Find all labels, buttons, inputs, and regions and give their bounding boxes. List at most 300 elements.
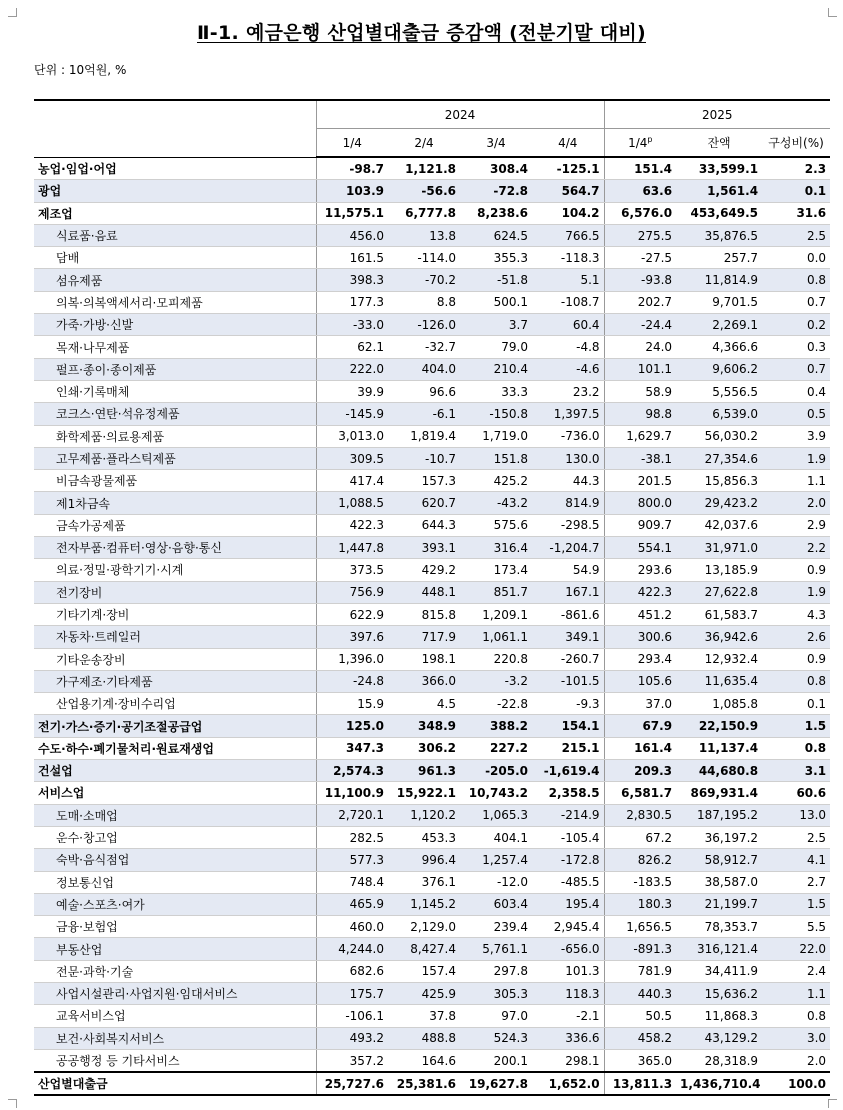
- industry-name: 서비스업: [34, 782, 316, 804]
- value-2024-q3: -3.2: [460, 670, 532, 692]
- value-2024-q4: -656.0: [532, 938, 604, 960]
- value-2025-q1: -38.1: [604, 447, 676, 469]
- value-2025-q1: 209.3: [604, 760, 676, 782]
- value-2024-q1: 125.0: [316, 715, 388, 737]
- value-balance: 257.7: [676, 247, 762, 269]
- table-row: [34, 180, 830, 202]
- value-2024-q4: -1,204.7: [532, 537, 604, 559]
- table-row: [34, 291, 830, 313]
- table-row: [34, 804, 830, 826]
- industry-name: 인쇄·기록매체: [34, 380, 316, 402]
- value-2024-q4: 60.4: [532, 314, 604, 336]
- value-2024-q1: 62.1: [316, 336, 388, 358]
- industry-name: 숙박·음식점업: [34, 849, 316, 871]
- value-share: 0.8: [762, 670, 830, 692]
- value-2024-q4: -172.8: [532, 849, 604, 871]
- value-2024-q3: 8,238.6: [460, 202, 532, 224]
- value-share: 2.7: [762, 871, 830, 893]
- industry-name: 기타운송장비: [34, 648, 316, 670]
- value-2024-q3: 1,719.0: [460, 425, 532, 447]
- value-2024-q2: 8,427.4: [388, 938, 460, 960]
- col-share: 구성비(%): [762, 129, 830, 158]
- value-2024-q1: 373.5: [316, 559, 388, 581]
- value-2024-q2: 157.4: [388, 960, 460, 982]
- value-share: 3.1: [762, 760, 830, 782]
- value-2024-q4: 154.1: [532, 715, 604, 737]
- value-2024-q3: -22.8: [460, 693, 532, 715]
- col-2025-q1: [604, 129, 676, 158]
- industry-name: 정보통신업: [34, 871, 316, 893]
- value-2024-q3: 316.4: [460, 537, 532, 559]
- value-balance: 453,649.5: [676, 202, 762, 224]
- value-2024-q3: 524.3: [460, 1027, 532, 1049]
- value-2024-q1: 422.3: [316, 514, 388, 536]
- industry-name: 비금속광물제품: [34, 470, 316, 492]
- value-balance: 31,971.0: [676, 537, 762, 559]
- value-2024-q4: -101.5: [532, 670, 604, 692]
- value-share: 2.0: [762, 1049, 830, 1072]
- value-2025-q1: 458.2: [604, 1027, 676, 1049]
- value-balance: 42,037.6: [676, 514, 762, 536]
- value-2024-q3: 200.1: [460, 1049, 532, 1072]
- value-2025-q1: 275.5: [604, 224, 676, 246]
- value-2024-q2: 1,120.2: [388, 804, 460, 826]
- value-2024-q1: 15.9: [316, 693, 388, 715]
- industry-name: 담배: [34, 247, 316, 269]
- value-2024-q1: 222.0: [316, 358, 388, 380]
- industry-name: 전기·가스·증기·공기조절공급업: [34, 715, 316, 737]
- value-2024-q3: 5,761.1: [460, 938, 532, 960]
- value-balance: 12,932.4: [676, 648, 762, 670]
- value-2024-q1: 465.9: [316, 893, 388, 915]
- industry-name: 농업·임업·어업: [34, 157, 316, 180]
- value-share: 13.0: [762, 804, 830, 826]
- value-2024-q1: 682.6: [316, 960, 388, 982]
- industry-name: 펄프·종이·종이제품: [34, 358, 316, 380]
- value-2024-q3: 297.8: [460, 960, 532, 982]
- value-share: 4.3: [762, 603, 830, 625]
- table-row: [34, 447, 830, 469]
- industry-name: 의복·의복액세서리·모피제품: [34, 291, 316, 313]
- value-2024-q3: 575.6: [460, 514, 532, 536]
- table-row: [34, 715, 830, 737]
- value-2024-q2: -32.7: [388, 336, 460, 358]
- value-balance: 15,856.3: [676, 470, 762, 492]
- value-2025-q1: 909.7: [604, 514, 676, 536]
- value-2024-q3: 19,627.8: [460, 1072, 532, 1095]
- table-row: [34, 648, 830, 670]
- table-body: [34, 157, 830, 1095]
- value-2024-q4: 118.3: [532, 982, 604, 1004]
- value-2024-q4: -260.7: [532, 648, 604, 670]
- col-2024-q2: 2/4: [388, 129, 460, 158]
- value-2024-q2: 2,129.0: [388, 916, 460, 938]
- value-balance: 61,583.7: [676, 603, 762, 625]
- value-2025-q1: 105.6: [604, 670, 676, 692]
- value-share: 0.2: [762, 314, 830, 336]
- value-2024-q4: -108.7: [532, 291, 604, 313]
- value-2025-q1: -891.3: [604, 938, 676, 960]
- header-year-2025: 2025: [604, 100, 830, 129]
- table-row: [34, 247, 830, 269]
- value-2025-q1: 63.6: [604, 180, 676, 202]
- table-row: [34, 916, 830, 938]
- value-2025-q1: 13,811.3: [604, 1072, 676, 1095]
- value-share: 0.7: [762, 291, 830, 313]
- industry-name: 자동차·트레일러: [34, 626, 316, 648]
- value-2024-q1: 309.5: [316, 447, 388, 469]
- value-2024-q2: 8.8: [388, 291, 460, 313]
- page-corner-mark: [828, 8, 837, 17]
- col-2024-q3: 3/4: [460, 129, 532, 158]
- industry-name: 건설업: [34, 760, 316, 782]
- value-2024-q3: 33.3: [460, 380, 532, 402]
- value-2025-q1: 554.1: [604, 537, 676, 559]
- value-balance: 35,876.5: [676, 224, 762, 246]
- value-2024-q3: -12.0: [460, 871, 532, 893]
- value-2024-q3: 239.4: [460, 916, 532, 938]
- value-2024-q3: 151.8: [460, 447, 532, 469]
- value-2024-q1: 577.3: [316, 849, 388, 871]
- value-balance: 36,942.6: [676, 626, 762, 648]
- table-row: [34, 893, 830, 915]
- value-2024-q3: 388.2: [460, 715, 532, 737]
- value-balance: 11,814.9: [676, 269, 762, 291]
- header-year-2024: 2024: [316, 100, 604, 129]
- value-2024-q2: 157.3: [388, 470, 460, 492]
- value-balance: 13,185.9: [676, 559, 762, 581]
- value-2024-q3: 355.3: [460, 247, 532, 269]
- title-text: Ⅱ-1. 예금은행 산업별대출금 증감액 (전분기말 대비): [196, 22, 646, 44]
- table-row: [34, 982, 830, 1004]
- table-row: [34, 626, 830, 648]
- value-2024-q4: -118.3: [532, 247, 604, 269]
- value-balance: 869,931.4: [676, 782, 762, 804]
- table-row: [34, 760, 830, 782]
- table-row: [34, 559, 830, 581]
- industry-name: 전문·과학·기술: [34, 960, 316, 982]
- value-share: 0.4: [762, 380, 830, 402]
- value-2024-q3: 305.3: [460, 982, 532, 1004]
- table-row: [34, 782, 830, 804]
- page-corner-mark: [8, 1099, 17, 1108]
- value-2024-q2: -10.7: [388, 447, 460, 469]
- value-balance: 56,030.2: [676, 425, 762, 447]
- value-2024-q1: 347.3: [316, 737, 388, 759]
- value-2025-q1: 422.3: [604, 581, 676, 603]
- value-share: 1.1: [762, 982, 830, 1004]
- industry-name: 사업시설관리·사업지원·임대서비스: [34, 982, 316, 1004]
- value-2024-q2: 96.6: [388, 380, 460, 402]
- value-balance: 4,366.6: [676, 336, 762, 358]
- value-balance: 316,121.4: [676, 938, 762, 960]
- value-2024-q2: 620.7: [388, 492, 460, 514]
- value-2025-q1: 1,629.7: [604, 425, 676, 447]
- value-2025-q1: 202.7: [604, 291, 676, 313]
- value-2024-q1: -106.1: [316, 1005, 388, 1027]
- industry-name: 제1차금속: [34, 492, 316, 514]
- value-2024-q3: 425.2: [460, 470, 532, 492]
- loan-table: [34, 99, 830, 1096]
- value-2025-q1: 293.6: [604, 559, 676, 581]
- value-share: 5.5: [762, 916, 830, 938]
- page-corner-mark: [828, 1099, 837, 1108]
- value-2024-q4: -1,619.4: [532, 760, 604, 782]
- value-2024-q2: 6,777.8: [388, 202, 460, 224]
- value-balance: 11,635.4: [676, 670, 762, 692]
- value-2024-q1: 3,013.0: [316, 425, 388, 447]
- value-balance: 36,197.2: [676, 826, 762, 848]
- value-share: 2.2: [762, 537, 830, 559]
- table-row: [34, 1005, 830, 1027]
- value-2024-q4: 298.1: [532, 1049, 604, 1072]
- value-2024-q2: 644.3: [388, 514, 460, 536]
- page-title: [0, 18, 843, 45]
- value-2024-q2: -70.2: [388, 269, 460, 291]
- value-2024-q2: 13.8: [388, 224, 460, 246]
- table-row: [34, 403, 830, 425]
- value-2024-q2: 25,381.6: [388, 1072, 460, 1095]
- value-2024-q1: 756.9: [316, 581, 388, 603]
- value-2024-q4: -214.9: [532, 804, 604, 826]
- value-2024-q4: 1,397.5: [532, 403, 604, 425]
- value-balance: 38,587.0: [676, 871, 762, 893]
- value-share: 0.1: [762, 180, 830, 202]
- table-row: [34, 514, 830, 536]
- value-share: 2.9: [762, 514, 830, 536]
- value-2024-q3: -205.0: [460, 760, 532, 782]
- value-balance: 28,318.9: [676, 1049, 762, 1072]
- industry-name: 제조업: [34, 202, 316, 224]
- value-2024-q4: -861.6: [532, 603, 604, 625]
- value-balance: 27,354.6: [676, 447, 762, 469]
- table-row: [34, 1027, 830, 1049]
- value-2025-q1: 180.3: [604, 893, 676, 915]
- value-2024-q3: 79.0: [460, 336, 532, 358]
- value-2024-q3: -72.8: [460, 180, 532, 202]
- value-2024-q2: 37.8: [388, 1005, 460, 1027]
- table-row: [34, 960, 830, 982]
- value-share: 0.0: [762, 247, 830, 269]
- value-2025-q1: 58.9: [604, 380, 676, 402]
- industry-name: 광업: [34, 180, 316, 202]
- industry-name: 금융·보험업: [34, 916, 316, 938]
- value-2025-q1: 201.5: [604, 470, 676, 492]
- value-share: 0.9: [762, 559, 830, 581]
- value-2024-q1: -145.9: [316, 403, 388, 425]
- industry-name: 금속가공제품: [34, 514, 316, 536]
- value-2024-q3: 624.5: [460, 224, 532, 246]
- value-balance: 9,701.5: [676, 291, 762, 313]
- value-2024-q1: 493.2: [316, 1027, 388, 1049]
- value-share: 2.5: [762, 224, 830, 246]
- value-2024-q4: -4.6: [532, 358, 604, 380]
- value-2024-q4: -4.8: [532, 336, 604, 358]
- industry-name: 가죽·가방·신발: [34, 314, 316, 336]
- value-2024-q3: 1,061.1: [460, 626, 532, 648]
- value-2025-q1: 300.6: [604, 626, 676, 648]
- table-row: [34, 581, 830, 603]
- value-2024-q4: 1,652.0: [532, 1072, 604, 1095]
- industry-name: 예술·스포츠·여가: [34, 893, 316, 915]
- value-2024-q1: 11,100.9: [316, 782, 388, 804]
- value-2024-q2: 717.9: [388, 626, 460, 648]
- value-2024-q1: 397.6: [316, 626, 388, 648]
- value-share: 100.0: [762, 1072, 830, 1095]
- value-2024-q1: 456.0: [316, 224, 388, 246]
- value-2024-q4: 2,945.4: [532, 916, 604, 938]
- value-share: 0.1: [762, 693, 830, 715]
- value-share: 1.9: [762, 581, 830, 603]
- value-2024-q1: 25,727.6: [316, 1072, 388, 1095]
- table-row: [34, 358, 830, 380]
- value-2025-q1: 451.2: [604, 603, 676, 625]
- value-2024-q3: 500.1: [460, 291, 532, 313]
- table-row: [34, 849, 830, 871]
- value-balance: 5,556.5: [676, 380, 762, 402]
- value-2024-q4: 215.1: [532, 737, 604, 759]
- value-2024-q1: 177.3: [316, 291, 388, 313]
- value-2025-q1: -27.5: [604, 247, 676, 269]
- value-2024-q2: -6.1: [388, 403, 460, 425]
- unit-note: 단위 : 10억원, %: [34, 63, 127, 77]
- value-share: 3.9: [762, 425, 830, 447]
- value-2024-q3: 97.0: [460, 1005, 532, 1027]
- value-2024-q4: 101.3: [532, 960, 604, 982]
- value-share: 1.5: [762, 893, 830, 915]
- value-2025-q1: 67.9: [604, 715, 676, 737]
- value-share: 3.0: [762, 1027, 830, 1049]
- value-2024-q4: 104.2: [532, 202, 604, 224]
- value-2025-q1: 2,830.5: [604, 804, 676, 826]
- value-2025-q1: -183.5: [604, 871, 676, 893]
- value-2024-q3: 851.7: [460, 581, 532, 603]
- value-share: 0.8: [762, 269, 830, 291]
- value-balance: 11,868.3: [676, 1005, 762, 1027]
- value-2025-q1: -93.8: [604, 269, 676, 291]
- value-2024-q4: 814.9: [532, 492, 604, 514]
- value-balance: 21,199.7: [676, 893, 762, 915]
- industry-name: 공공행정 등 기타서비스: [34, 1049, 316, 1072]
- table-row: [34, 380, 830, 402]
- value-2024-q4: 766.5: [532, 224, 604, 246]
- value-2024-q2: 961.3: [388, 760, 460, 782]
- value-2024-q2: 1,145.2: [388, 893, 460, 915]
- value-2024-q1: 417.4: [316, 470, 388, 492]
- value-2024-q2: 448.1: [388, 581, 460, 603]
- value-share: 0.7: [762, 358, 830, 380]
- industry-name: 보건·사회복지서비스: [34, 1027, 316, 1049]
- industry-name: 목재·나무제품: [34, 336, 316, 358]
- value-2024-q2: 348.9: [388, 715, 460, 737]
- value-2024-q1: 622.9: [316, 603, 388, 625]
- value-2024-q3: 404.1: [460, 826, 532, 848]
- table-row: [34, 202, 830, 224]
- value-2024-q1: 460.0: [316, 916, 388, 938]
- industry-name: 가구제조·기타제품: [34, 670, 316, 692]
- col-2024-q4: 4/4: [532, 129, 604, 158]
- table-row: [34, 492, 830, 514]
- industry-name: 부동산업: [34, 938, 316, 960]
- table-row: [34, 603, 830, 625]
- page-corner-mark: [8, 8, 17, 17]
- industry-name: 의료·정밀·광학기기·시계: [34, 559, 316, 581]
- value-2025-q1: 440.3: [604, 982, 676, 1004]
- value-2025-q1: 50.5: [604, 1005, 676, 1027]
- industry-name: 운수·창고업: [34, 826, 316, 848]
- value-2024-q3: 220.8: [460, 648, 532, 670]
- value-2024-q2: 15,922.1: [388, 782, 460, 804]
- value-balance: 1,561.4: [676, 180, 762, 202]
- value-2024-q4: 130.0: [532, 447, 604, 469]
- value-balance: 6,539.0: [676, 403, 762, 425]
- value-2025-q1: 67.2: [604, 826, 676, 848]
- value-balance: 27,622.8: [676, 581, 762, 603]
- total-row: [34, 1072, 830, 1095]
- table-row: [34, 269, 830, 291]
- value-2024-q3: -150.8: [460, 403, 532, 425]
- table-row: [34, 693, 830, 715]
- col-balance: 잔액: [676, 129, 762, 158]
- value-2024-q1: 161.5: [316, 247, 388, 269]
- table-row: [34, 871, 830, 893]
- industry-name: 전자부품·컴퓨터·영상·음향·통신: [34, 537, 316, 559]
- value-2024-q2: 453.3: [388, 826, 460, 848]
- value-balance: 78,353.7: [676, 916, 762, 938]
- industry-name: 고무제품·플라스틱제품: [34, 447, 316, 469]
- value-2024-q2: 429.2: [388, 559, 460, 581]
- value-2024-q2: -56.6: [388, 180, 460, 202]
- value-2024-q4: 336.6: [532, 1027, 604, 1049]
- value-2024-q3: 210.4: [460, 358, 532, 380]
- value-2024-q4: 2,358.5: [532, 782, 604, 804]
- value-2025-q1: 365.0: [604, 1049, 676, 1072]
- value-share: 31.6: [762, 202, 830, 224]
- value-2025-q1: 101.1: [604, 358, 676, 380]
- value-2024-q4: 44.3: [532, 470, 604, 492]
- value-2024-q3: 10,743.2: [460, 782, 532, 804]
- value-2024-q1: 11,575.1: [316, 202, 388, 224]
- value-balance: 11,137.4: [676, 737, 762, 759]
- value-share: 1.9: [762, 447, 830, 469]
- value-balance: 22,150.9: [676, 715, 762, 737]
- value-share: 0.8: [762, 1005, 830, 1027]
- value-2024-q4: 564.7: [532, 180, 604, 202]
- industry-name: 화학제품·의료용제품: [34, 425, 316, 447]
- header-blank: [34, 100, 316, 157]
- value-2025-q1: 826.2: [604, 849, 676, 871]
- value-2024-q3: 227.2: [460, 737, 532, 759]
- value-balance: 2,269.1: [676, 314, 762, 336]
- value-2024-q4: 23.2: [532, 380, 604, 402]
- table-row: [34, 670, 830, 692]
- value-share: 0.3: [762, 336, 830, 358]
- value-2024-q2: 198.1: [388, 648, 460, 670]
- table-row: [34, 826, 830, 848]
- value-2024-q1: 357.2: [316, 1049, 388, 1072]
- table-row: [34, 737, 830, 759]
- value-balance: 44,680.8: [676, 760, 762, 782]
- value-2024-q1: 39.9: [316, 380, 388, 402]
- value-2025-q1: 161.4: [604, 737, 676, 759]
- value-2024-q1: -33.0: [316, 314, 388, 336]
- value-share: 22.0: [762, 938, 830, 960]
- value-share: 2.5: [762, 826, 830, 848]
- table-row: [34, 1049, 830, 1072]
- value-2024-q2: 366.0: [388, 670, 460, 692]
- value-2024-q3: 308.4: [460, 157, 532, 180]
- value-2025-q1: -24.4: [604, 314, 676, 336]
